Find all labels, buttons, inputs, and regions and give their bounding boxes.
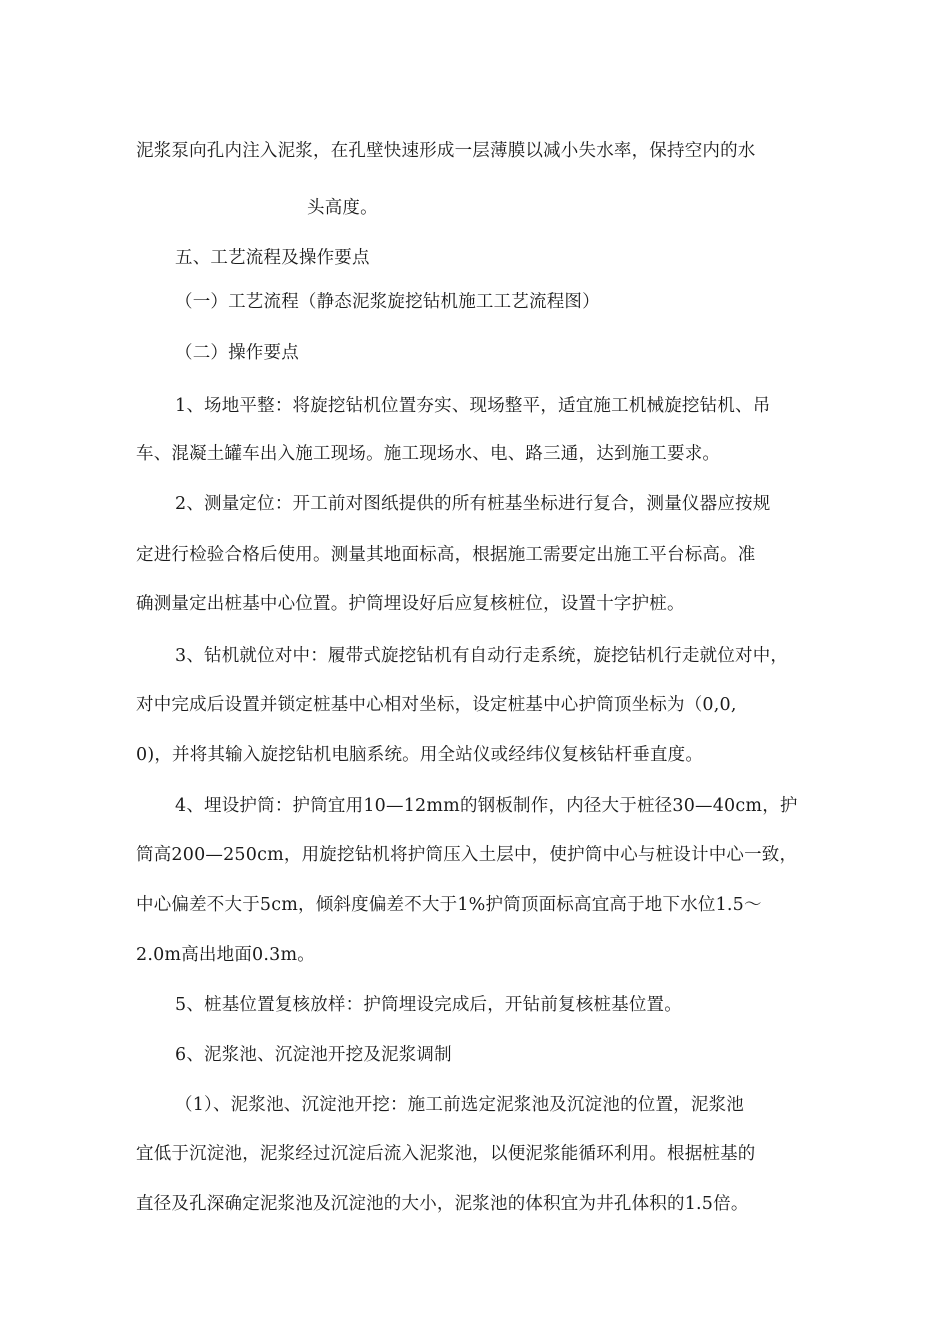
- text-line: 1、场地平整：将旋挖钻机位置夯实、现场整平，适宜施工机械旋挖钻机、吊: [175, 396, 771, 416]
- text-line: 5、桩基位置复核放样：护筒埋设完成后，开钻前复核桩基位置。: [175, 995, 682, 1015]
- text-line: 0)，并将其输入旋挖钻机电脑系统。用全站仪或经纬仪复核钻杆垂直度。: [136, 745, 704, 765]
- text-line: 对中完成后设置并锁定桩基中心相对坐标，设定桩基中心护筒顶坐标为（0,0,: [136, 695, 737, 715]
- text-line: 3、钻机就位对中：履带式旋挖钻机有自动行走系统，旋挖钻机行走就位对中，: [175, 646, 789, 666]
- text-line: 中心偏差不大于5cm，倾斜度偏差不大于1%护筒顶面标高宜高于地下水位1.5〜: [136, 895, 762, 915]
- text-line: （1）、泥浆池、沉淀池开挖：施工前选定泥浆池及沉淀池的位置，泥浆池: [175, 1095, 744, 1115]
- subsection-heading: （二）操作要点: [175, 343, 299, 363]
- text-line: 车、混凝土罐车出入施工现场。施工现场水、电、路三通，达到施工要求。: [136, 444, 721, 464]
- section-heading: 五、工艺流程及操作要点: [175, 248, 370, 268]
- text-line: 确测量定出桩基中心位置。护筒埋设好后应复核桩位，设置十字护桩。: [136, 594, 685, 614]
- text-line: 筒高200—250cm，用旋挖钻机将护筒压入土层中，使护筒中心与桩设计中心一致，: [136, 845, 798, 865]
- text-line: 头高度。: [307, 198, 378, 218]
- subsection-heading: （一）工艺流程（静态泥浆旋挖钻机施工工艺流程图）: [175, 292, 600, 312]
- text-line: 2.0m高出地面0.3m。: [136, 945, 315, 965]
- text-line: 定进行检验合格后使用。测量其地面标高，根据施工需要定出施工平台标高。准: [136, 545, 756, 565]
- text-line: 4、埋设护筒：护筒宜用10—12mm的钢板制作，内径大于桩径30—40cm，护: [175, 796, 798, 816]
- text-line: 直径及孔深确定泥浆池及沉淀池的大小，泥浆池的体积宜为井孔体积的1.5倍。: [136, 1194, 749, 1214]
- text-line: 6、泥浆池、沉淀池开挖及泥浆调制: [175, 1045, 452, 1065]
- text-line: 2、测量定位：开工前对图纸提供的所有桩基坐标进行复合，测量仪器应按规: [175, 494, 771, 514]
- text-line: 宜低于沉淀池，泥浆经过沉淀后流入泥浆池，以便泥浆能循环利用。根据桩基的: [136, 1144, 756, 1164]
- text-line: 泥浆泵向孔内注入泥浆，在孔壁快速形成一层薄膜以减小失水率，保持空内的水: [136, 141, 756, 161]
